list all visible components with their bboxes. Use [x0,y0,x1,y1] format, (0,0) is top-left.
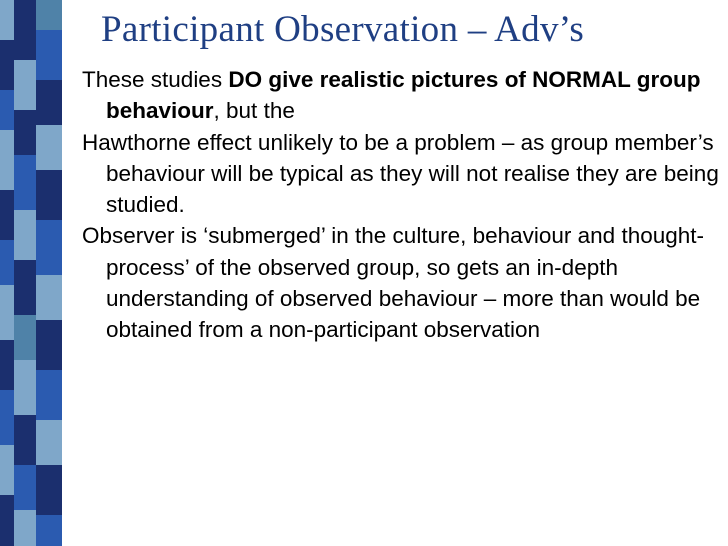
stripe-block [14,315,36,360]
emphasis-text: DO give realistic pictures of NORMAL group behaviour [106,67,701,124]
stripe-block [0,495,14,546]
stripe-block [36,220,62,275]
slide-title: Participant Observation – Adv’s [101,9,585,50]
stripe-block [0,130,14,190]
stripe-block [0,390,14,445]
decorative-side-stripe [0,0,76,546]
stripe-block [36,370,62,420]
stripe-block [36,0,62,30]
stripe-block [14,465,36,510]
stripe-block [14,510,36,546]
paragraph-text: These studies [82,67,229,92]
paragraph-hawthorne-effect: Hawthorne effect unlikely to be a problem – as group member’s behaviour will be typical as they will not realise they are being studied. [82,129,719,218]
stripe-block [14,210,36,260]
stripe-block [36,320,62,370]
paragraph-text: , but the [213,98,295,124]
stripe-block [36,420,62,465]
stripe-block [0,40,14,90]
stripe-block [0,285,14,340]
stripe-block [0,90,14,130]
stripe-block [36,170,62,220]
stripe-block [36,80,62,125]
slide-body [82,64,722,346]
stripe-block [14,415,36,465]
stripe-block [14,360,36,415]
stripe-block [0,445,14,495]
stripe-block [36,275,62,320]
stripe-block [14,260,36,315]
paragraph-realistic-pictures [82,64,722,127]
stripe-block [14,60,36,110]
stripe-block [36,515,62,546]
stripe-block [36,465,62,515]
stripe-block [14,155,36,210]
paragraph-observer-submerged: Observer is ‘submerged’ in the culture, behaviour and thought-process’ of the observed group, so gets an in-depth understanding of observed behaviour – more than would be obtained from a non-participant observation [82,223,705,343]
stripe-block [36,125,62,170]
stripe-block [0,340,14,390]
stripe-block [0,190,14,240]
stripe-block [0,240,14,285]
stripe-block [14,110,36,155]
stripe-block [0,0,14,40]
stripe-block [36,30,62,80]
stripe-block [14,0,36,60]
